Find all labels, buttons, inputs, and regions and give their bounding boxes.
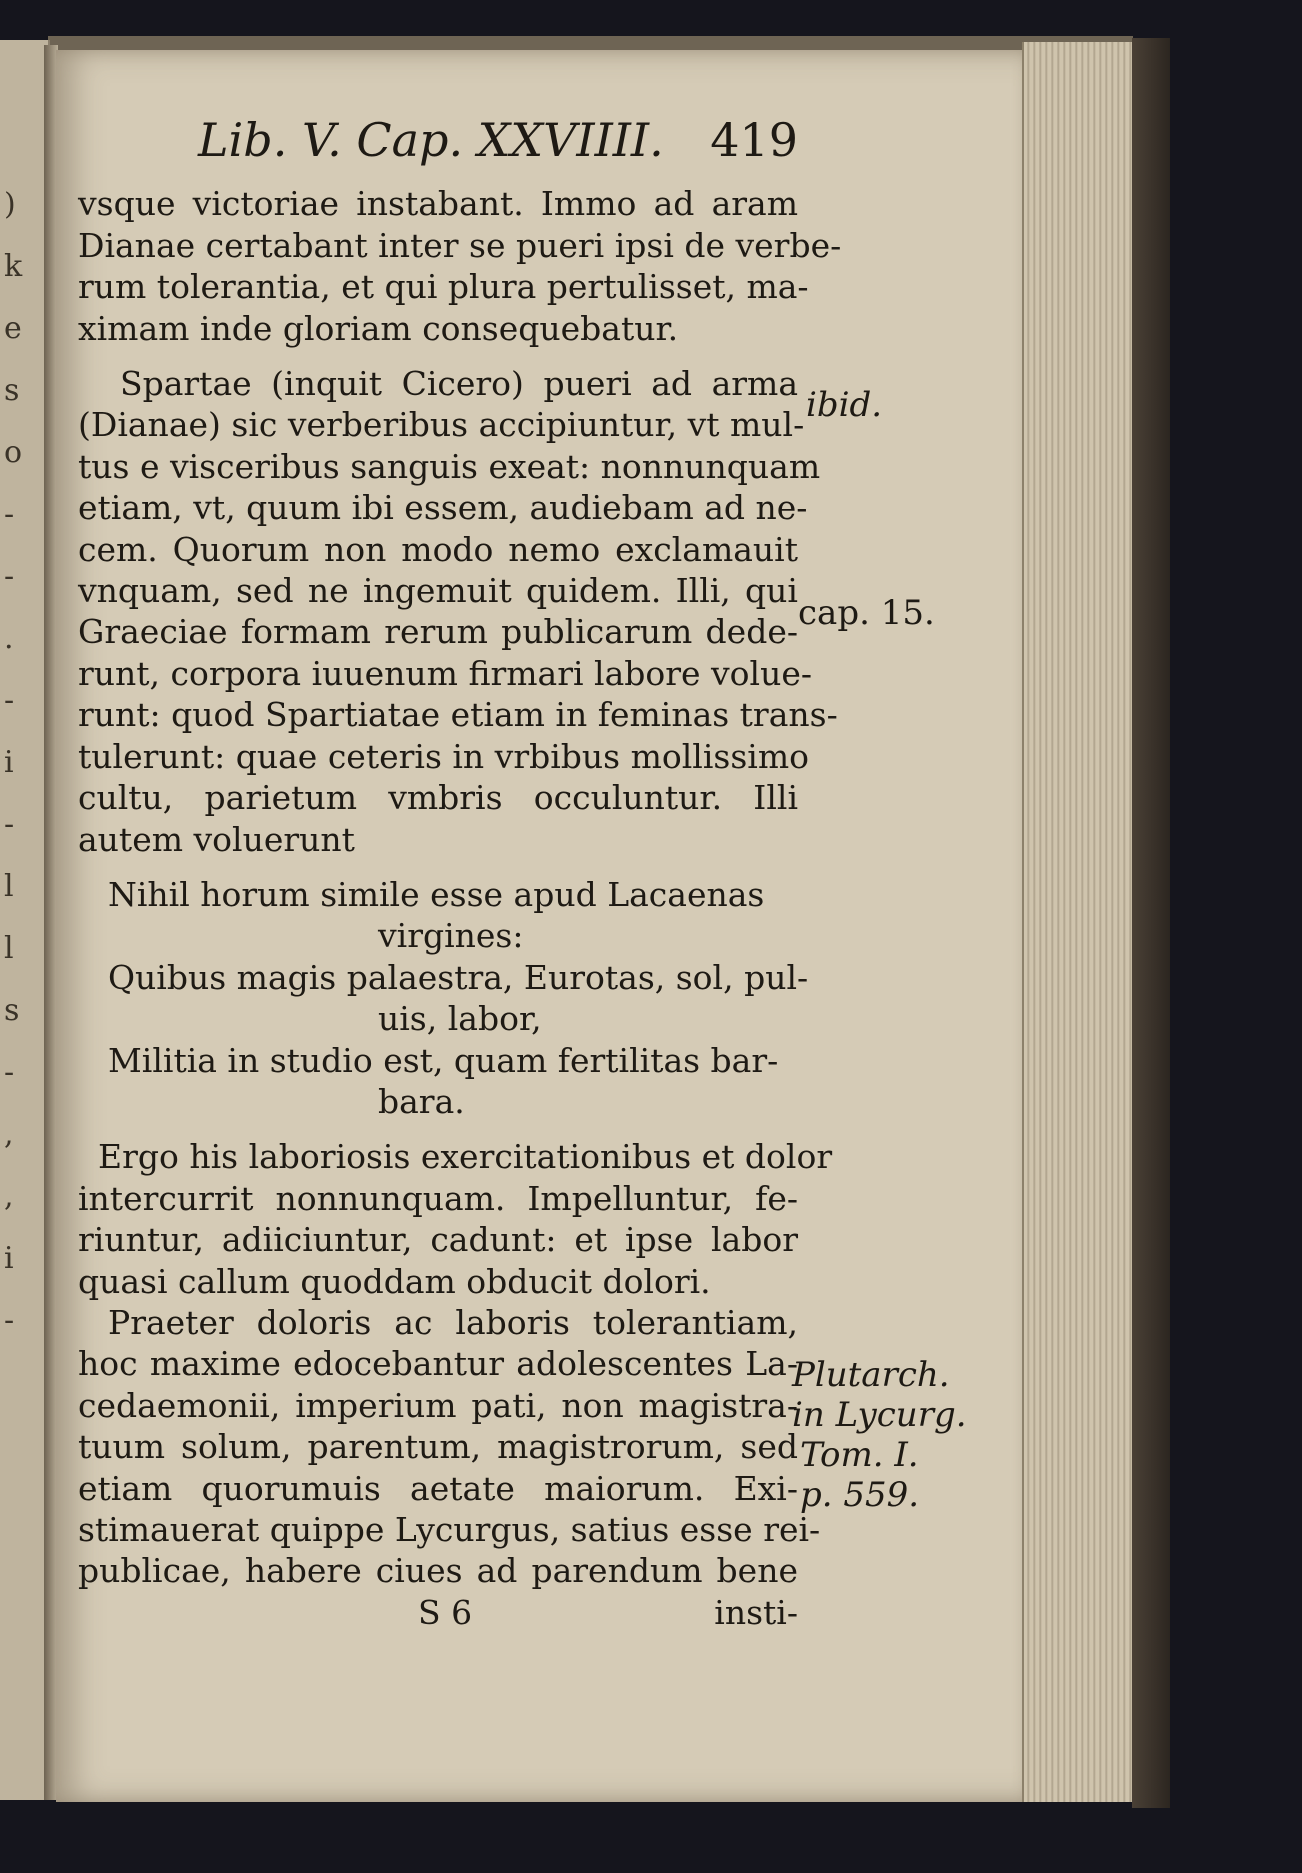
text-line: tus e visceribus sanguis exeat: nonnunquam xyxy=(78,446,821,486)
text-line: rum tolerantia, et qui plura pertulisset, ma- xyxy=(78,267,809,307)
margin-note-line: Tom. I. xyxy=(800,1435,919,1475)
margin-note-ibid: ibid. xyxy=(806,385,883,425)
left-page-fragment: o xyxy=(4,435,23,470)
book-cover-edge xyxy=(1132,38,1170,1808)
page-text xyxy=(78,113,842,1633)
text-line: stimauerat quippe Lycurgus, satius esse rei- xyxy=(78,1510,821,1549)
left-page-fragment: - xyxy=(4,497,15,532)
text-line: (Dianae) sic verberibus accipiuntur, vt mul- xyxy=(78,405,805,445)
left-page-fragment: - xyxy=(4,1303,15,1338)
paragraph-4 xyxy=(78,1302,821,1592)
paragraph-1 xyxy=(78,183,842,349)
running-title: Lib. V. Cap. XXVIIII. xyxy=(198,113,664,167)
text-line: autem voluerunt xyxy=(78,819,355,859)
text-line: runt, corpora iuuenum firmari labore volue- xyxy=(78,653,813,693)
left-page-fragment: , xyxy=(4,1117,14,1152)
text-line: tuum solum, parentum, magistrorum, sed xyxy=(78,1427,798,1467)
left-page-fragment: k xyxy=(4,249,23,284)
verse-line-continuation: virgines: xyxy=(378,916,524,956)
catchword: insti- xyxy=(714,1592,798,1632)
left-page-fragment: i xyxy=(4,1241,14,1276)
text-line: Dianae certabant inter se pueri ipsi de verbe- xyxy=(78,225,842,265)
text-line: tulerunt: quae ceteris in vrbibus mollissimo xyxy=(78,736,809,776)
left-page-fragment: s xyxy=(4,993,20,1028)
text-line: intercurrit nonnunquam. Impelluntur, fe- xyxy=(78,1178,798,1218)
text-line: publicae, habere ciues ad parendum bene xyxy=(78,1551,798,1591)
page-number: 419 xyxy=(710,113,798,167)
text-line: etiam quorumuis aetate maiorum. Exi- xyxy=(78,1468,798,1508)
margin-note-plutarch xyxy=(792,1355,967,1515)
verse-line: Quibus magis palaestra, Eurotas, sol, pul- xyxy=(108,957,809,997)
paragraph-2 xyxy=(78,363,838,860)
verse-line: Militia in studio est, quam fertilitas bar- xyxy=(108,1040,779,1080)
left-page-fragment: l xyxy=(4,869,14,904)
signature-mark: S 6 xyxy=(418,1592,473,1632)
page-fore-edge xyxy=(1022,42,1139,1802)
running-header xyxy=(198,113,798,167)
text-line: ximam inde gloriam consequebatur. xyxy=(78,308,679,348)
text-line: hoc maxime edocebantur adolescentes La- xyxy=(78,1344,798,1384)
left-page-fragment: - xyxy=(4,807,15,842)
left-page-fragment: - xyxy=(4,559,15,594)
verse-quotation xyxy=(78,874,809,1122)
text-line: quasi callum quoddam obducit dolori. xyxy=(78,1261,711,1301)
margin-note-cap: cap. 15. xyxy=(798,593,935,633)
margin-note-line: p. 559. xyxy=(800,1475,920,1515)
left-page-fragment: e xyxy=(4,311,22,346)
left-page-fragment: l xyxy=(4,931,14,966)
text-line: Spartae (inquit Cicero) pueri ad arma xyxy=(120,364,798,404)
left-page-fragment: . xyxy=(4,621,14,656)
text-line: vsque victoriae instabant. Immo ad aram xyxy=(78,184,798,224)
text-line: Praeter doloris ac laboris tolerantiam, xyxy=(108,1302,798,1342)
text-line: etiam, vt, quum ibi essem, audiebam ad ne- xyxy=(78,488,808,528)
left-page-fragment: - xyxy=(4,1055,15,1090)
left-page-fragment: ) xyxy=(4,187,16,222)
text-line: Ergo his laboriosis exercitationibus et dolor xyxy=(98,1137,833,1177)
margin-note-line: in Lycurg. xyxy=(792,1395,967,1435)
left-page-fragment: - xyxy=(4,683,15,718)
left-page-edge xyxy=(0,40,50,1800)
verse-line-continuation: uis, labor, xyxy=(378,999,542,1039)
text-line: Graeciae formam rerum publicarum dede- xyxy=(78,612,798,652)
text-line: cedaemonii, imperium pati, non magistra- xyxy=(78,1385,798,1425)
verse-line-continuation: bara. xyxy=(378,1081,465,1121)
left-page-fragment: i xyxy=(4,745,14,780)
page-footer xyxy=(78,1592,798,1633)
text-line: cultu, parietum vmbris occuluntur. Illi xyxy=(78,778,798,818)
text-line: riuntur, adiiciuntur, cadunt: et ipse labor xyxy=(78,1220,798,1260)
verse-line: Nihil horum simile esse apud Lacaenas xyxy=(108,874,765,914)
margin-note-line: Plutarch. xyxy=(792,1355,950,1395)
paragraph-3 xyxy=(78,1136,833,1302)
text-line: runt: quod Spartiatae etiam in feminas trans- xyxy=(78,695,838,735)
left-page-fragment: s xyxy=(4,373,20,408)
left-page-fragment: , xyxy=(4,1179,14,1214)
text-line: vnquam, sed ne ingemuit quidem. Illi, qui xyxy=(78,571,798,611)
text-line: cem. Quorum non modo nemo exclamauit xyxy=(78,529,798,569)
